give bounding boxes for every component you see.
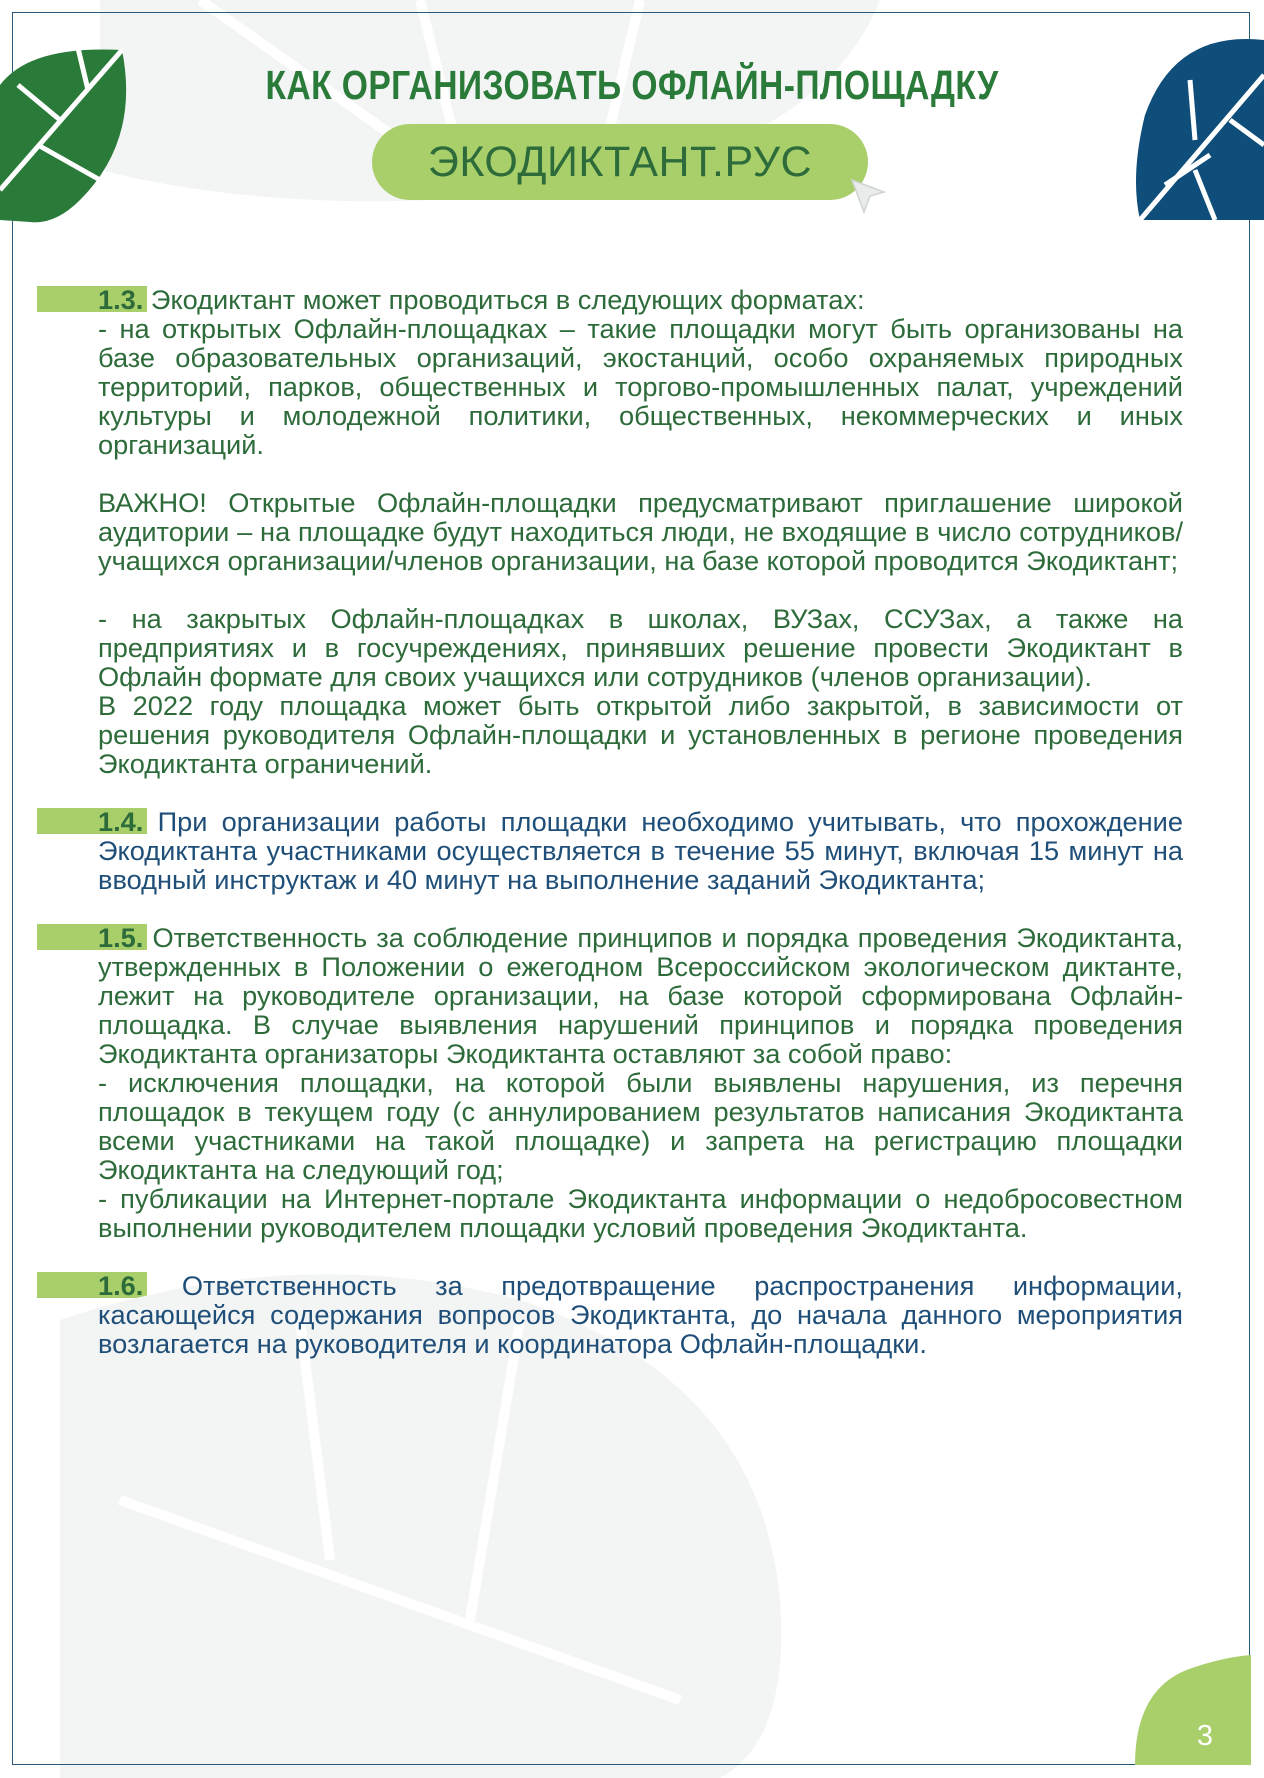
page-title: КАК ОРГАНИЗОВАТЬ ОФЛАЙН-ПЛОЩАДКУ <box>265 62 999 108</box>
list-item-publication: - публикации на Интернет-портале Экодиктанта информации о недобросовестном выполнении руководителем площадки условий проведения Экодиктанта. <box>98 1183 1183 1243</box>
section-1-5 <box>98 923 1183 1068</box>
site-label: ЭКОДИКТАНТ.РУС <box>427 138 813 186</box>
section-text: Экодиктант может проводиться в следующих форматах: <box>150 284 865 315</box>
section-number: 1.4. <box>98 806 144 837</box>
section-number: 1.5. <box>98 922 144 953</box>
section-text: При организации работы площадки необходимо учитывать, что прохождение Экодиктанта участниками осуществляется в течение 55 минут, включая 15 минут на вводный инструктаж и 40 минут на выполнение заданий Экодиктанта; <box>98 806 1183 895</box>
blue-leaf-icon <box>1135 35 1264 225</box>
paragraph-open-platforms: - на открытых Офлайн-площадках – такие площадки могут быть организованы на базе образовательных организаций, экостанций, особо охраняемых природных территорий, парков, общественных и торгово-промышленных палат, учреждений культуры и молодежной политики, общественных, некоммерческих и иных организаций. <box>98 313 1183 460</box>
section-1-6 <box>98 1271 1183 1358</box>
section-number: 1.6. <box>98 1270 144 1301</box>
section-1-4 <box>98 807 1183 894</box>
cursor-pointer-icon <box>850 178 886 214</box>
paragraph-year-note: В 2022 году площадка может быть открытой либо закрытой, в зависимости от решения руководителя Офлайн-площадки и установленных в регионе проведения Экодиктанта ограничений. <box>98 690 1183 779</box>
section-text: Ответственность за предотвращение распространения информации, касающейся содержания вопросов Экодиктанта, до начала данного мероприятия возлагается на руководителя и координатора Офлайн-площадки. <box>98 1270 1183 1359</box>
section-number: 1.3. <box>98 284 144 315</box>
document-body <box>98 285 1183 1358</box>
list-item-exclusion: - исключения площадки, на которой были выявлены нарушения, из перечня площадок в текущем году (с аннулированием результатов написания Экодиктанта всеми участниками на такой площадке) и запрета на регистрацию площадки Экодиктанта на следующий год; <box>98 1067 1183 1185</box>
section-text: Ответственность за соблюдение принципов и порядка проведения Экодиктанта, утвержденных в Положении о ежегодном Всероссийском экологическом диктанте, лежит на руководителе организации, на базе которой сформирована Офлайн-площадка. В случае выявления нарушений принципов и порядка проведения Экодиктанта организаторы Экодиктанта оставляют за собой право: <box>98 922 1183 1069</box>
paragraph-important-note: ВАЖНО! Открытые Офлайн-площадки предусматривают приглашение широкой аудитории – на площадке будут находиться люди, не входящие в число сотрудников/учащихся организации/членов организации, на базе которой проводится Экодиктант; <box>98 487 1183 576</box>
paragraph-closed-platforms: - на закрытых Офлайн-площадках в школах, ВУЗах, ССУЗах, а также на предприятиях и в госучреждениях, принявших решение провести Экодиктант в Офлайн формате для своих учащихся или сотрудников (членов организации). <box>98 603 1183 692</box>
page-number: 3 <box>1196 1720 1214 1752</box>
section-1-3-intro <box>98 285 1183 314</box>
